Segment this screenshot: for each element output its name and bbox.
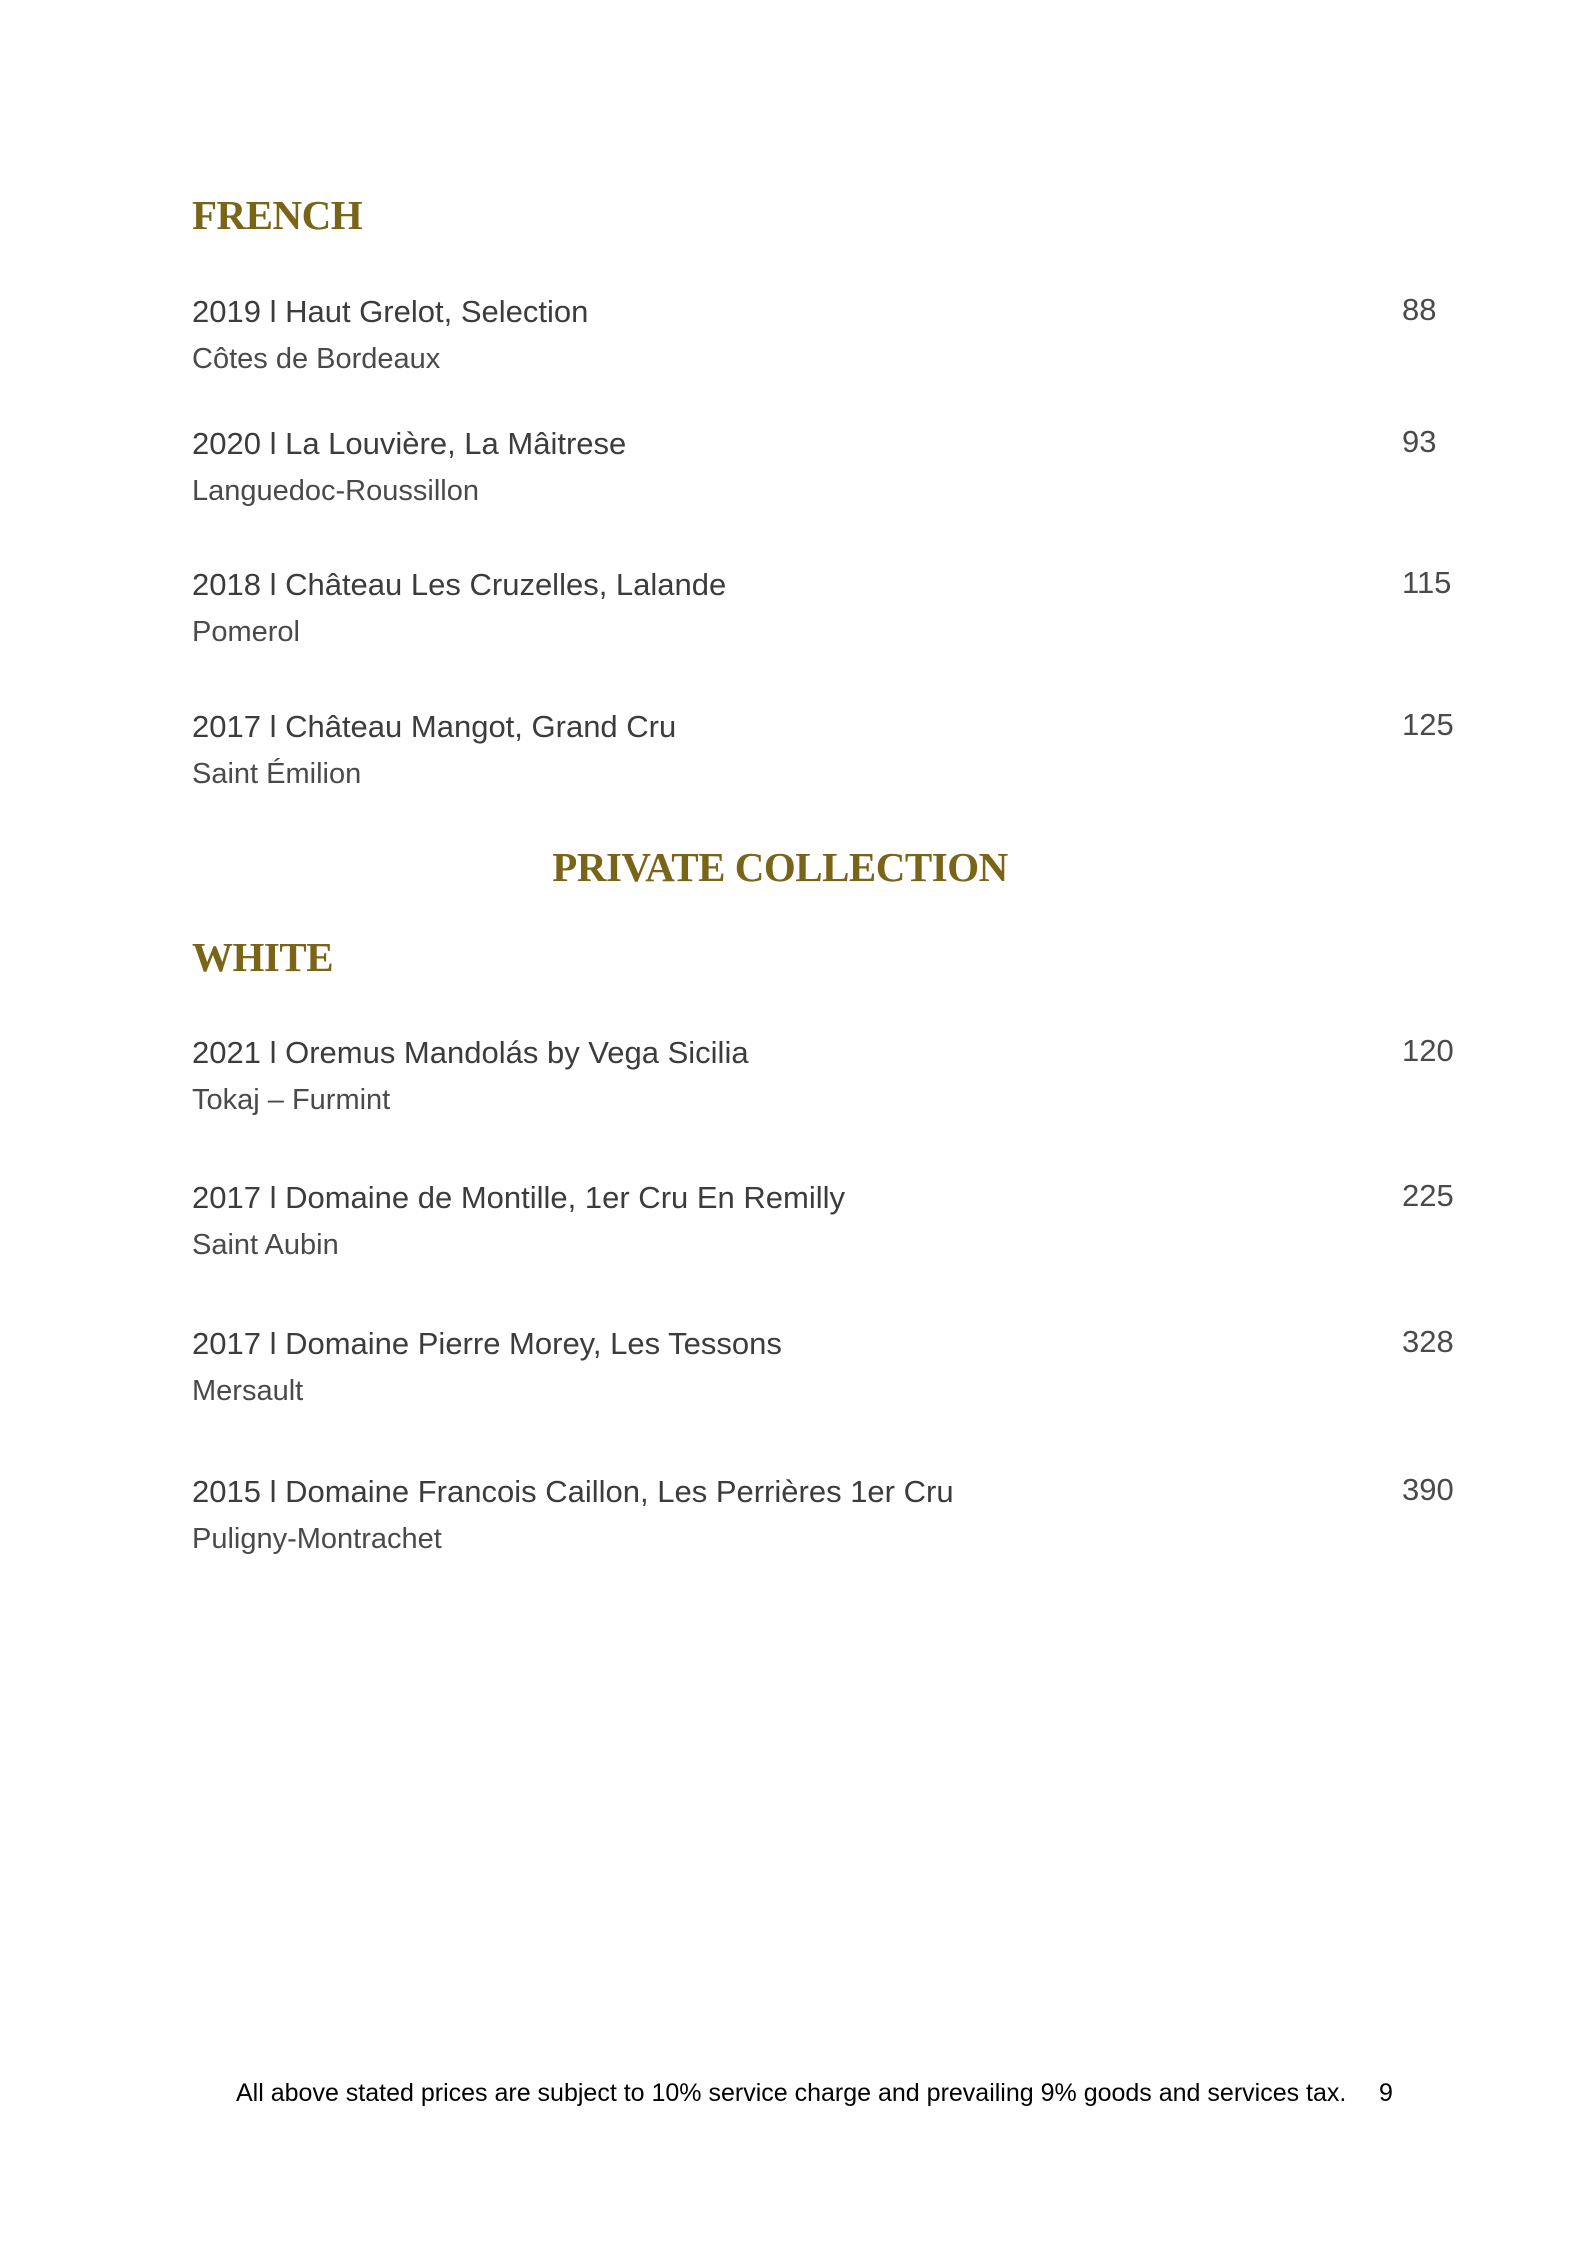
wine-name: 2017 l Domaine de Montille, 1er Cru En Remilly	[192, 1180, 846, 1215]
wine-price: 115	[1402, 565, 1452, 600]
footer-tax-note: All above stated prices are subject to 10% service charge and prevailing 9% goods and services tax.	[236, 2079, 1347, 2107]
wine-region: Puligny-Montrachet	[192, 1523, 442, 1555]
wine-region: Languedoc-Roussillon	[192, 475, 479, 507]
wine-name: 2020 l La Louvière, La Mâitrese	[192, 426, 627, 461]
wine-region: Mersault	[192, 1375, 304, 1407]
wine-name: 2018 l Château Les Cruzelles, Lalande	[192, 567, 727, 602]
wine-item	[192, 292, 1492, 378]
wine-item	[192, 565, 1492, 651]
wine-name: 2021 l Oremus Mandolás by Vega Sicilia	[192, 1035, 749, 1070]
wine-price: 125	[1402, 707, 1454, 742]
wine-name: 2017 l Domaine Pierre Morey, Les Tessons	[192, 1326, 782, 1361]
wine-region: Saint Aubin	[192, 1229, 339, 1261]
wine-item	[192, 1472, 1492, 1558]
wine-region: Tokaj – Furmint	[192, 1084, 391, 1116]
wine-name: 2017 l Château Mangot, Grand Cru	[192, 709, 677, 744]
wine-item	[192, 707, 1492, 793]
wine-item	[192, 1033, 1492, 1119]
wine-price: 225	[1402, 1178, 1454, 1213]
wine-price: 120	[1402, 1033, 1454, 1068]
wine-name: 2019 l Haut Grelot, Selection	[192, 294, 589, 329]
wine-price: 328	[1402, 1324, 1454, 1359]
wine-name: 2015 l Domaine Francois Caillon, Les Perrières 1er Cru	[192, 1474, 954, 1509]
section-heading-white: WHITE	[192, 934, 334, 980]
wine-region: Côtes de Bordeaux	[192, 343, 441, 375]
page-number: 9	[1379, 2079, 1393, 2107]
wine-item	[192, 1324, 1492, 1410]
wine-item	[192, 424, 1492, 510]
section-heading-private-collection: PRIVATE COLLECTION	[552, 844, 1008, 890]
wine-price: 88	[1402, 292, 1437, 327]
section-heading-french: FRENCH	[192, 192, 363, 238]
wine-item	[192, 1178, 1492, 1264]
wine-price: 390	[1402, 1472, 1454, 1507]
wine-price: 93	[1402, 424, 1437, 459]
wine-region: Pomerol	[192, 616, 300, 648]
wine-region: Saint Émilion	[192, 758, 362, 790]
